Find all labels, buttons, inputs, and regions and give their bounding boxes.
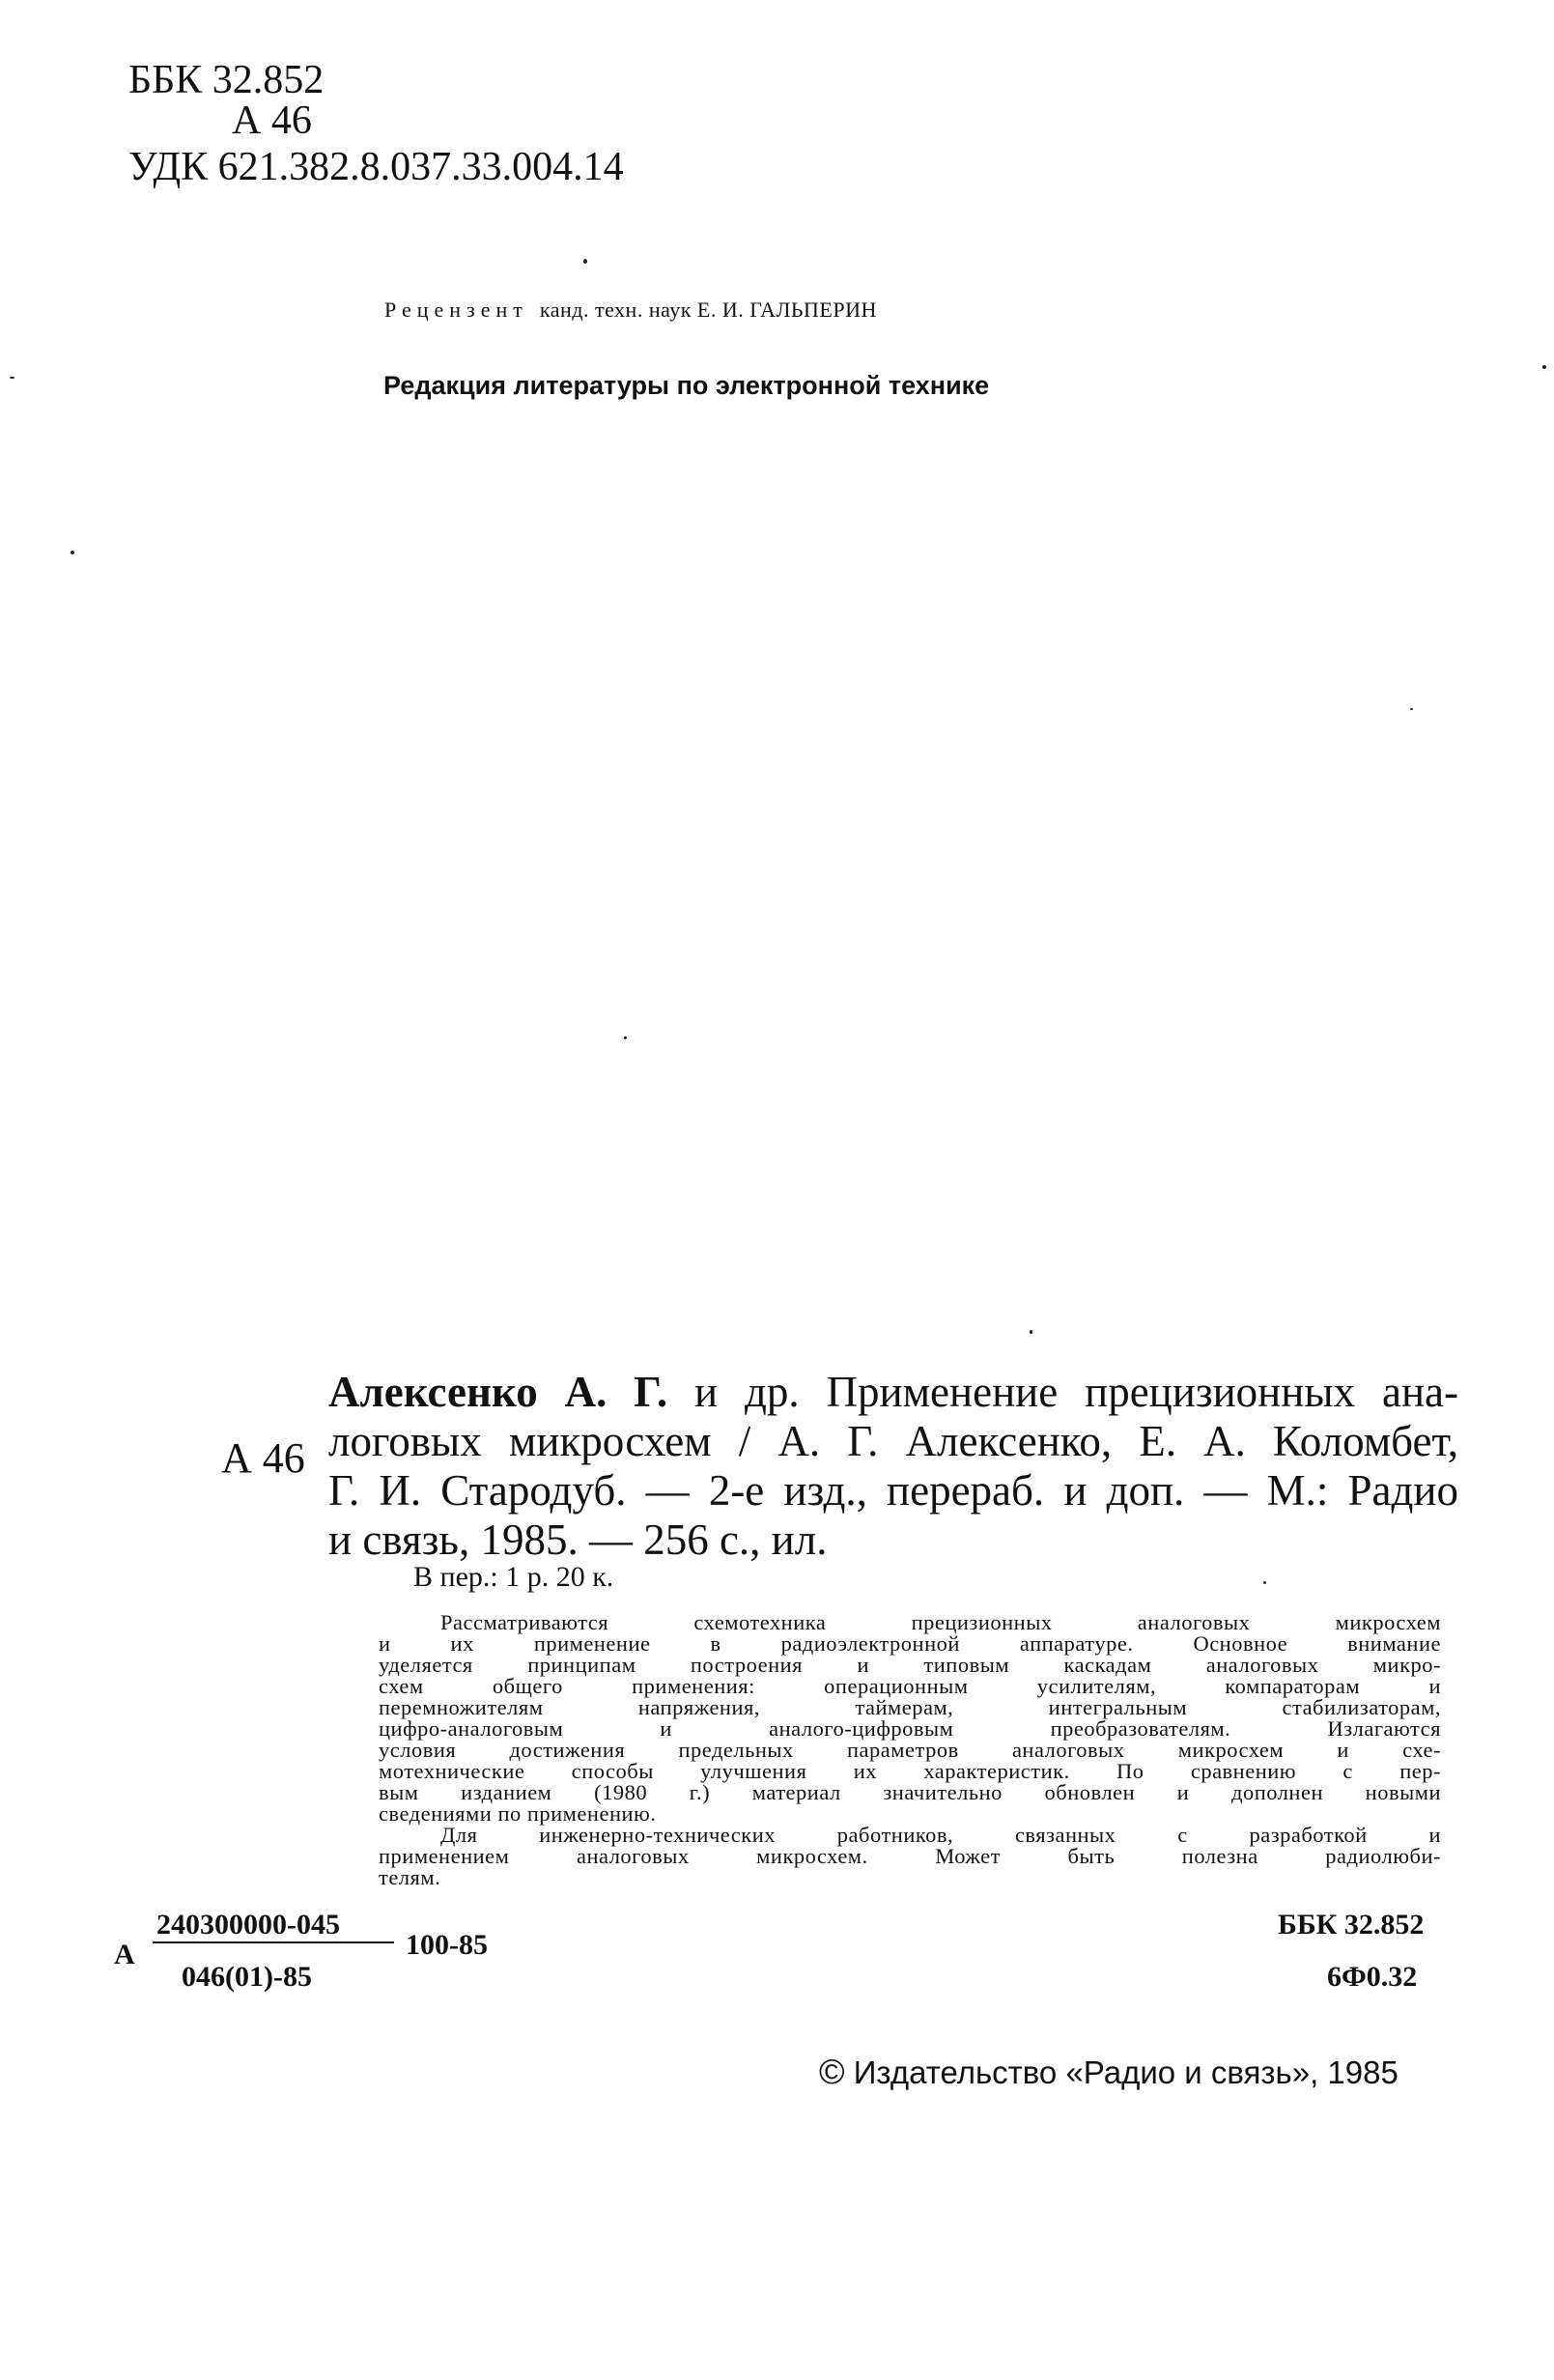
bib-author: Алексенко А. Г. bbox=[328, 1368, 668, 1416]
bib-line-3: Г. И. Стародуб. — 2-е изд., перераб. и доп. — М.: Радио bbox=[328, 1466, 1458, 1515]
bib-line-1-text: и др. Применение прецизионных ана- bbox=[694, 1368, 1458, 1416]
annotation-line: схем общего применения: операционным усилителям, компараторам и bbox=[379, 1674, 1441, 1698]
code-numerator: 240300000-045 bbox=[156, 1909, 340, 1941]
reviewer-label: Рецензент bbox=[384, 298, 528, 322]
bib-line-1 bbox=[328, 1368, 1458, 1417]
annotation-line: вым изданием (1980 г.) материал значительно обновлен и дополнен новыми bbox=[379, 1780, 1441, 1804]
udk-code: УДК 621.382.8.037.33.004.14 bbox=[128, 145, 624, 189]
scan-speck bbox=[583, 259, 587, 264]
annotation-line: и их применение в радиоэлектронной аппаратуре. Основное внимание bbox=[379, 1631, 1441, 1656]
annotation-line: перемножителям напряжения, таймерам, интегральным стабилизаторам, bbox=[379, 1695, 1441, 1719]
scan-speck bbox=[10, 377, 14, 379]
annotation-line: Рассматриваются схемотехника прецизионных аналоговых микросхем bbox=[440, 1610, 1441, 1634]
code-denominator: 046(01)-85 bbox=[182, 1961, 312, 1993]
annotation bbox=[379, 1612, 1441, 1888]
entry-author-mark: А 46 bbox=[221, 1434, 305, 1482]
reviewer-line bbox=[384, 298, 877, 323]
bib-line-2: логовых микросхем / А. Г. Алексенко, Е. А. Коломбет, bbox=[328, 1417, 1458, 1465]
annotation-line: телям. bbox=[379, 1865, 441, 1889]
copyright-icon: © bbox=[819, 2052, 845, 2091]
bibliographic-entry bbox=[328, 1368, 1458, 1565]
scan-speck bbox=[71, 551, 74, 554]
annotation-line: цифро-аналоговым и аналого-цифровым преобразователям. Излагаются bbox=[379, 1716, 1441, 1741]
scan-speck bbox=[1030, 1330, 1032, 1334]
scan-speck bbox=[1410, 708, 1413, 710]
bbk-code-bottom: ББК 32.852 bbox=[1278, 1909, 1425, 1941]
copyright-line bbox=[819, 2052, 1399, 2092]
code-suffix: 100-85 bbox=[406, 1929, 488, 1961]
annotation-line: условия достижения предельных параметров аналоговых микросхем и схе- bbox=[379, 1738, 1441, 1762]
author-mark: А 46 bbox=[232, 99, 312, 143]
scan-speck bbox=[1263, 1581, 1266, 1584]
annotation-line: уделяется принципам построения и типовым каскадам аналоговых микро- bbox=[379, 1653, 1441, 1677]
price: В пер.: 1 р. 20 к. bbox=[413, 1561, 614, 1593]
fraction-bar bbox=[153, 1941, 394, 1943]
bbk-code-secondary: 6Ф0.32 bbox=[1327, 1961, 1418, 1993]
bbk-code: ББК 32.852 bbox=[128, 58, 325, 102]
copyright-text: Издательство «Радио и связь», 1985 bbox=[853, 2054, 1399, 2090]
scan-speck bbox=[624, 1036, 627, 1039]
editorial-office: Редакция литературы по электронной технике bbox=[383, 371, 990, 400]
bib-line-4: и связь, 1985. — 256 с., ил. bbox=[328, 1516, 828, 1564]
annotation-line: Для инженерно-технических работников, связанных с разработкой и bbox=[440, 1823, 1441, 1847]
reviewer-name: канд. техн. наук Е. И. ГАЛЬПЕРИН bbox=[539, 298, 877, 322]
code-letter: А bbox=[114, 1939, 135, 1970]
annotation-line: сведениями по применению. bbox=[379, 1801, 657, 1826]
scan-speck bbox=[1542, 365, 1546, 369]
annotation-line: применением аналоговых микросхем. Может быть полезна радиолюби- bbox=[379, 1844, 1441, 1868]
annotation-line: мотехнические способы улучшения их характеристик. По сравнению с пер- bbox=[379, 1759, 1441, 1783]
